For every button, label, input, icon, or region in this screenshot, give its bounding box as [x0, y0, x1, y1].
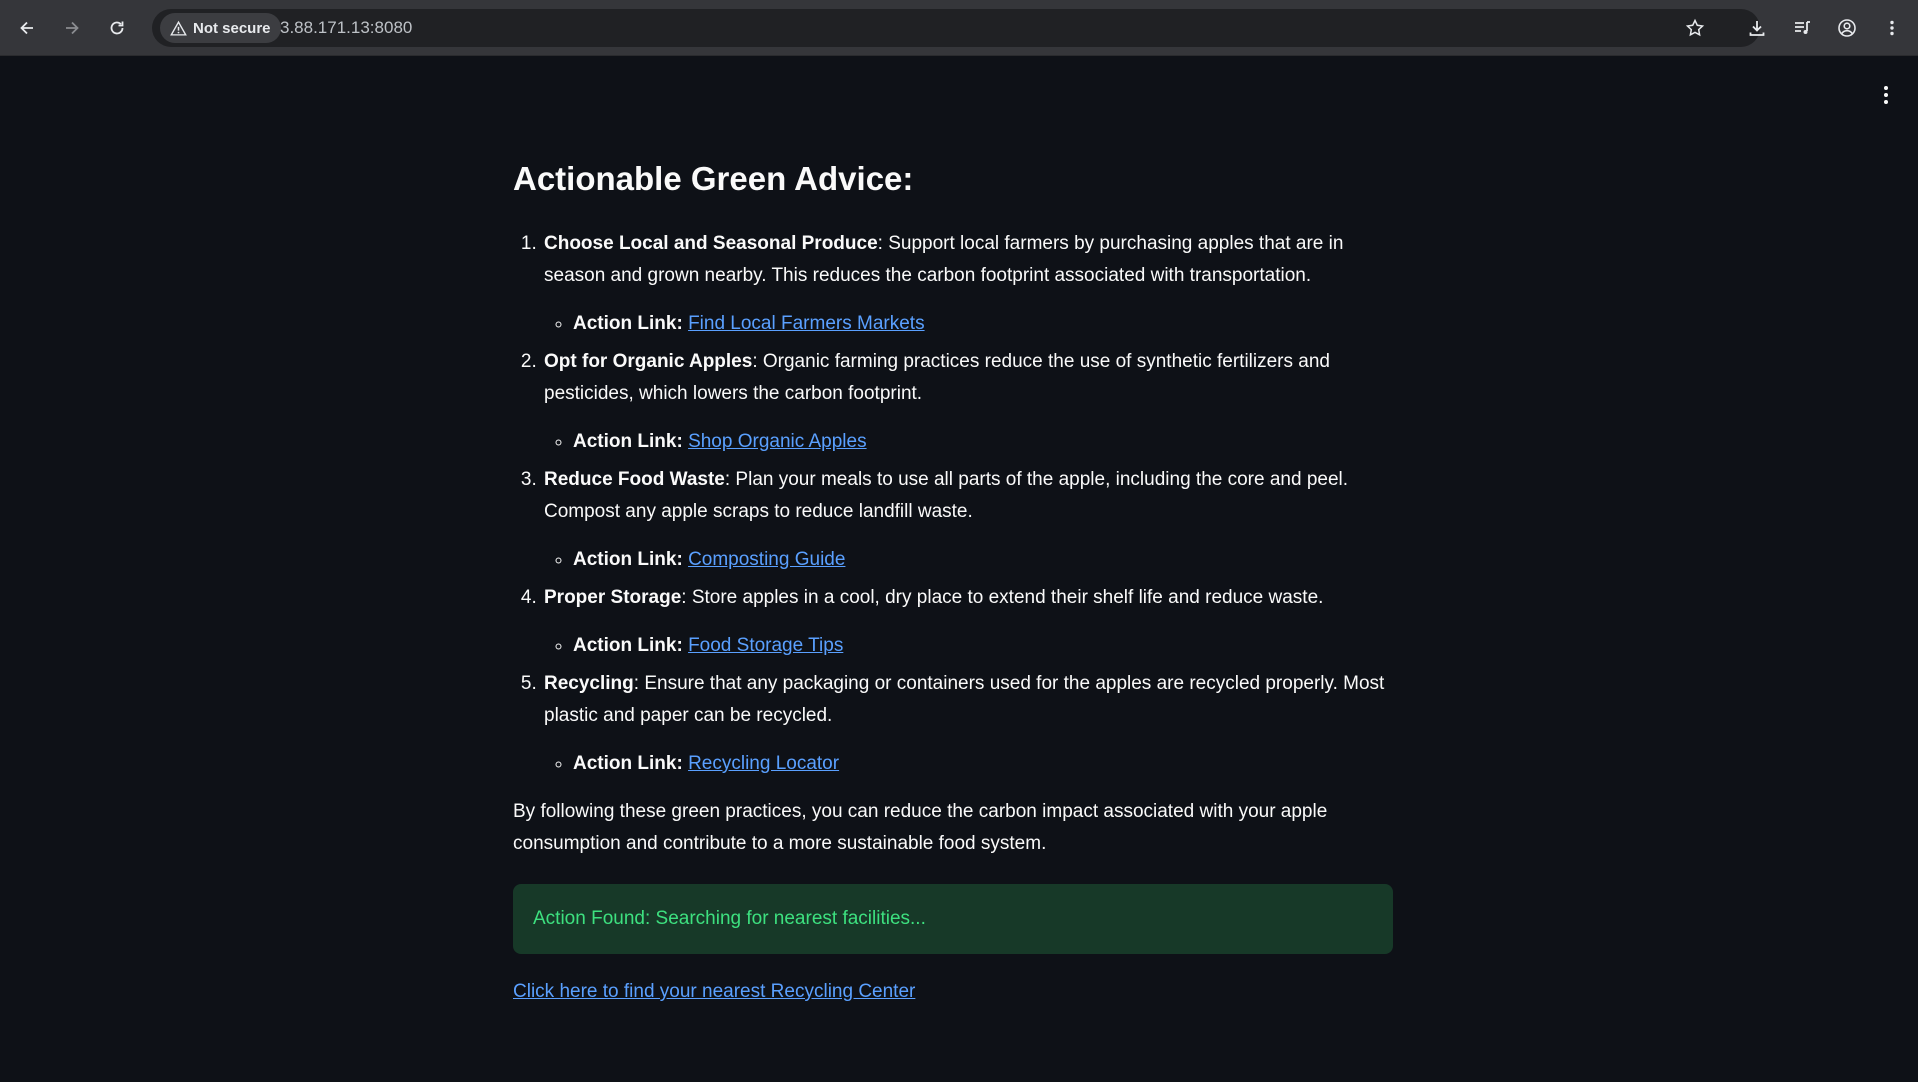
downloads-button[interactable] — [1741, 12, 1773, 44]
action-link-prefix: Action Link: — [573, 313, 683, 334]
arrow-right-icon — [62, 18, 82, 38]
action-link-item — [573, 308, 1393, 340]
star-icon — [1685, 18, 1705, 38]
warning-icon — [170, 20, 187, 37]
security-label: Not secure — [193, 19, 271, 37]
advice-item-title: Reduce Food Waste — [544, 469, 725, 490]
dot-icon — [1884, 86, 1888, 90]
action-link-item — [573, 630, 1393, 662]
advice-item-text: : Store apples in a cool, dry place to extend their shelf life and reduce waste. — [681, 587, 1324, 608]
advice-item-text: : Organic farming practices reduce the use of synthetic fertilizers and pesticides, which lowers the carbon footprint. — [544, 351, 1330, 404]
advice-item-title: Opt for Organic Apples — [544, 351, 753, 372]
nearest-recycling-center-link[interactable]: Click here to find your nearest Recycling Center — [513, 981, 916, 1002]
playlist-music-icon — [1792, 18, 1812, 38]
reload-button[interactable] — [101, 12, 133, 44]
advice-item-title: Choose Local and Seasonal Produce — [544, 233, 878, 254]
arrow-left-icon — [17, 18, 37, 38]
closing-paragraph: By following these green practices, you can reduce the carbon impact associated with your apple consumption and contribute to a more sustainable food system. — [513, 801, 1328, 854]
advice-item-text: : Plan your meals to use all parts of the apple, including the core and peel. Compost any apple scraps to reduce landfill waste. — [544, 469, 1349, 522]
forward-button[interactable] — [56, 12, 88, 44]
advice-item — [542, 582, 1393, 662]
composting-guide-link[interactable]: Composting Guide — [688, 549, 846, 570]
media-controls-button[interactable] — [1786, 12, 1818, 44]
advice-item-text: : Support local farmers by purchasing apples that are in season and grown nearby. This reduces the carbon footprint associated with transportation. — [544, 233, 1344, 286]
advice-item — [542, 464, 1393, 576]
advice-item — [542, 668, 1393, 780]
advice-list — [513, 228, 1393, 780]
action-link-prefix: Action Link: — [573, 549, 683, 570]
security-indicator[interactable] — [160, 13, 281, 43]
action-link-item — [573, 748, 1393, 780]
url-text[interactable]: 3.88.171.13:8080 — [280, 18, 413, 37]
browser-toolbar — [0, 0, 1918, 56]
download-icon — [1747, 18, 1767, 38]
action-link-item — [573, 426, 1393, 458]
action-link-item — [573, 544, 1393, 576]
page-title: Actionable Green Advice: — [513, 160, 914, 197]
browser-menu-button[interactable] — [1876, 12, 1908, 44]
dot-icon — [1884, 100, 1888, 104]
profile-button[interactable] — [1831, 12, 1863, 44]
success-alert — [513, 884, 1393, 954]
action-link-prefix: Action Link: — [573, 753, 683, 774]
recycling-locator-link[interactable]: Recycling Locator — [688, 753, 840, 774]
advice-item-title: Proper Storage — [544, 587, 682, 608]
account-circle-icon — [1837, 18, 1857, 38]
action-link-prefix: Action Link: — [573, 431, 683, 452]
advice-item-text: : Ensure that any packaging or containers used for the apples are recycled properly. Most plastic and paper can be recycled. — [544, 673, 1385, 726]
more-vert-icon — [1882, 18, 1902, 38]
action-link-list — [544, 544, 1393, 576]
advice-item — [542, 228, 1393, 340]
advice-item — [542, 346, 1393, 458]
food-storage-tips-link[interactable]: Food Storage Tips — [688, 635, 844, 656]
main-content — [513, 150, 1393, 1008]
action-link-list — [544, 748, 1393, 780]
bookmark-button[interactable] — [1679, 12, 1711, 44]
action-link-list — [544, 426, 1393, 458]
find-local-farmers-markets-link[interactable]: Find Local Farmers Markets — [688, 313, 925, 334]
action-link-list — [544, 308, 1393, 340]
alert-message: Action Found: Searching for nearest facilities... — [533, 908, 926, 929]
app-main-menu-button[interactable] — [1874, 80, 1898, 110]
address-bar[interactable] — [152, 9, 1760, 47]
action-link-prefix: Action Link: — [573, 635, 683, 656]
reload-icon — [107, 18, 127, 38]
action-link-list — [544, 630, 1393, 662]
dot-icon — [1884, 93, 1888, 97]
back-button[interactable] — [11, 12, 43, 44]
shop-organic-apples-link[interactable]: Shop Organic Apples — [688, 431, 867, 452]
advice-item-title: Recycling — [544, 673, 634, 694]
